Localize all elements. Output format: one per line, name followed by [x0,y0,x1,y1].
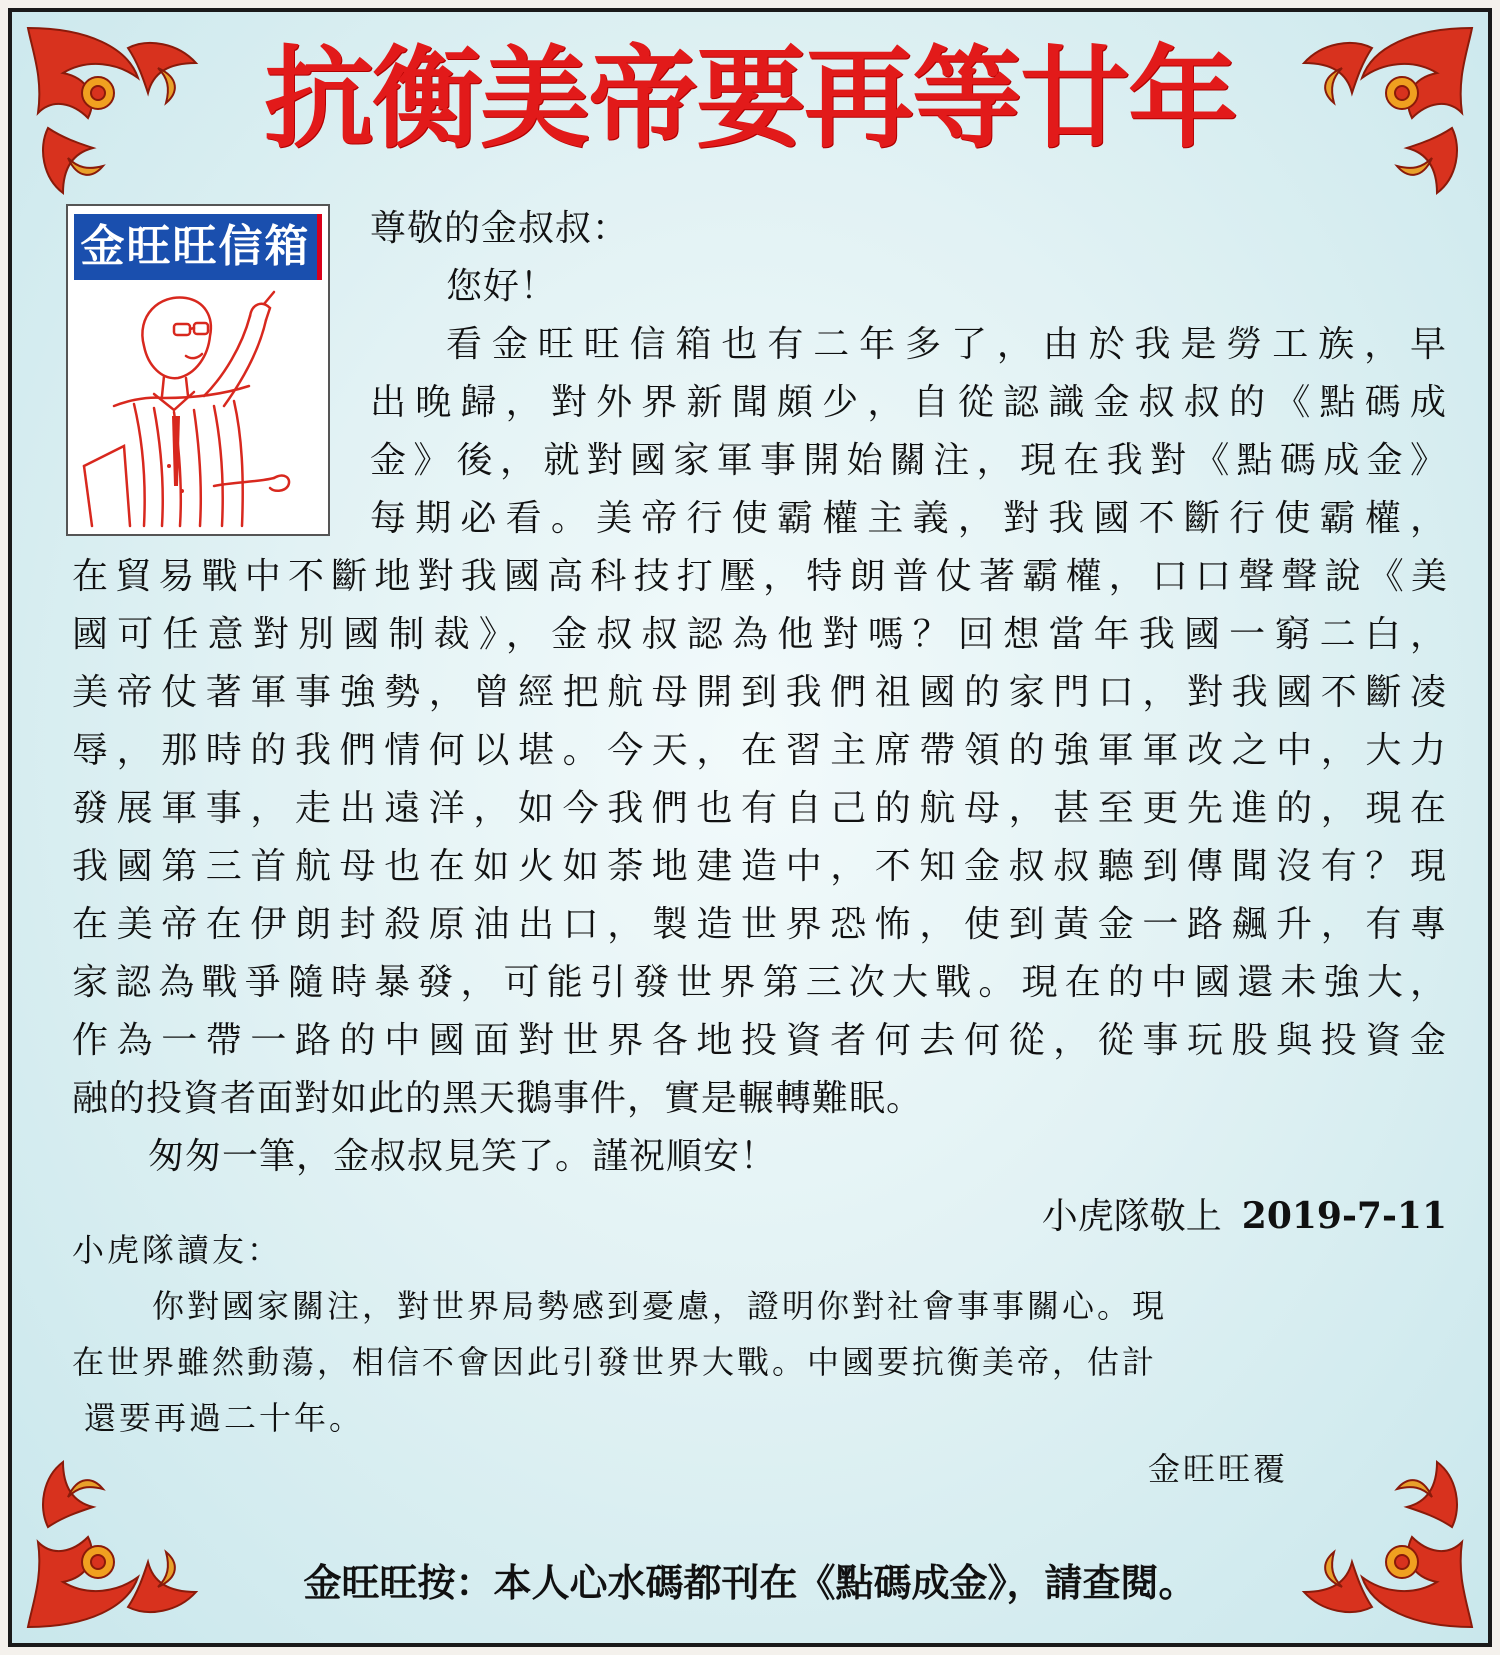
letter-greeting: 尊敬的金叔叔： [370,208,630,249]
mailbox-logo-label: 金旺旺信箱 [74,214,322,280]
letter-date: 2019-7-11 [1241,1195,1447,1237]
letter-line: 出晚歸，對外界新聞頗少，自從認識金叔叔的《點碼成 [370,382,1447,423]
reply-line: 你對國家關注，對世界局勢感到憂慮，證明你對社會事事關心。現 [152,1287,1168,1325]
corner-ornament-bottom-left [18,1447,208,1637]
letter-line: 辱，那時的我們情何以堪。今天，在習主席帶領的強軍軍改之中，大力 [72,730,1447,771]
letter-line: 作為一帶一路的中國面對世界各地投資者何去何從，從事玩股與投資金 [72,1020,1447,1061]
letter-line: 美帝仗著軍事強勢，曾經把航母開到我們祖國的家門口，對我國不斷凌 [72,672,1447,713]
letter-line: 國可任意對別國制裁》，金叔叔認為他對嗎？回想當年我國一窮二白， [72,614,1447,655]
reader-letter [72,200,1447,1246]
letter-line: 家認為戰爭隨時暴發，可能引發世界第三次大戰。現在的中國還未強大， [72,962,1447,1003]
letter-signature: 小虎隊敬上 [1041,1196,1222,1237]
letter-line: 融的投資者面對如此的黑天鵝事件，實是輾轉難眠。 [72,1078,924,1119]
letter-closing: 匆匆一筆，金叔叔見笑了。謹祝順安！ [148,1136,778,1177]
reply-line: 還要再過二十年。 [84,1399,365,1437]
footer-note: 金旺旺按：本人心水碼都刊在《點碼成金》，請查閱。 [303,1561,1197,1605]
headline-title: 抗衡美帝要再等廿年 [264,34,1236,163]
letter-line: 金》後，就對國家軍事開始關注，現在我對《點碼成金》 [370,440,1447,481]
letter-line: 每期必看。美帝行使霸權主義，對我國不斷行使霸權， [370,498,1447,539]
letter-line: 在美帝在伊朗封殺原油出口，製造世界恐怖，使到黃金一路飆升，有專 [72,904,1447,945]
reply-greeting: 小虎隊讀友： [72,1231,283,1269]
letter-line: 我國第三首航母也在如火如荼地建造中，不知金叔叔聽到傳聞沒有？現 [72,846,1447,887]
letter-line: 看金旺旺信箱也有二年多了，由於我是勞工族，早 [446,324,1447,365]
editor-reply [72,1222,1447,1446]
reply-signature: 金旺旺覆 [1147,1450,1288,1488]
corner-ornament-bottom-right [1292,1447,1482,1637]
letter-line: 在貿易戰中不斷地對我國高科技打壓，特朗普仗著霸權，口口聲聲說《美 [72,556,1447,597]
advertisement-page [8,8,1492,1647]
reply-line: 在世界雖然動蕩，相信不會因此引發世界大戰。中國要抗衡美帝，估計 [72,1343,1158,1381]
letter-line: 發展軍事，走出遠洋，如今我們也有自己的航母，甚至更先進的，現在 [72,788,1447,829]
letter-salutation: 您好！ [446,266,558,307]
